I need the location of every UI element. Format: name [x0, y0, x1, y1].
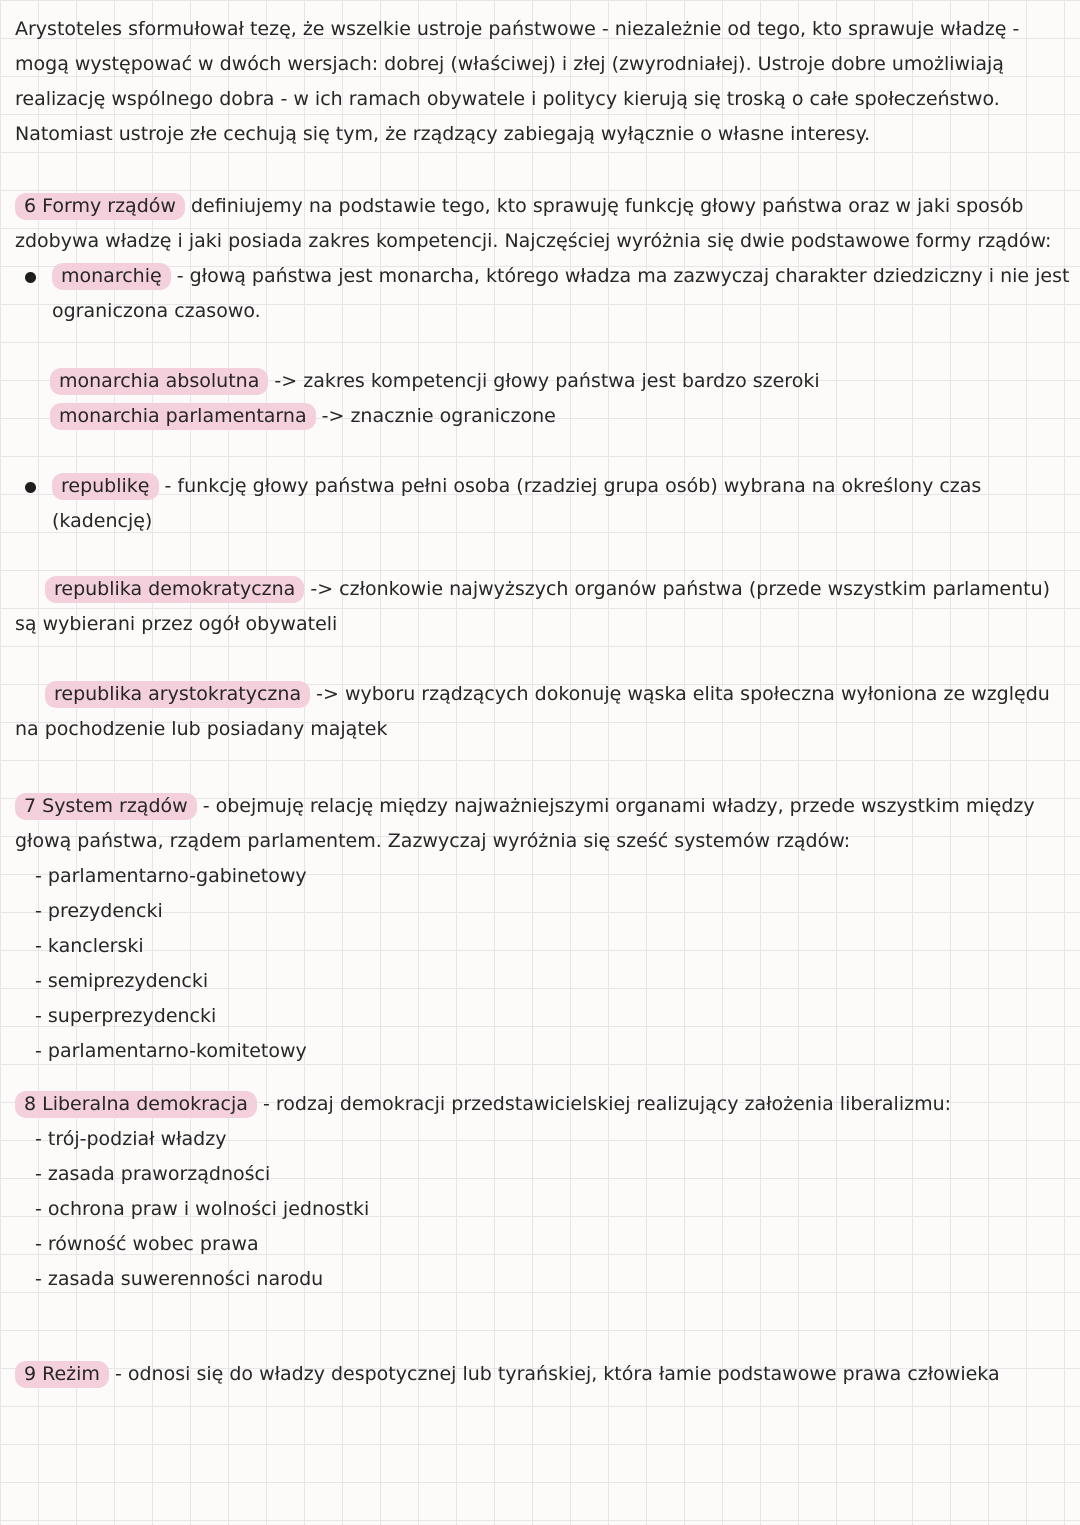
- bullet-icon: [25, 272, 36, 283]
- bullet-text: [52, 469, 1072, 539]
- highlighted-term: republika arystokratyczna: [45, 681, 310, 708]
- note-text: - zasada suwerenności narodu: [35, 1268, 324, 1290]
- list-item-protection-of-rights: [35, 1192, 1072, 1227]
- note-text: -> członkowie najwyższych organów państwa (przede wszystkim parlamentu) są wybierani przez ogół obywateli: [15, 578, 1051, 635]
- note-text: - zasada praworządności: [35, 1163, 271, 1185]
- section-8-liberal-democracy: [15, 1087, 1072, 1122]
- intro-paragraph: [15, 12, 1072, 152]
- note-text: definiujemy na podstawie tego, kto sprawuję funkcję głowy państwa oraz w jaki sposób zdobywa władzę i jaki posiada zakres kompetencji. Najczęściej wyróżnia się dwie podstawowe formy rządów:: [15, 195, 1052, 252]
- note-text: -> zakres kompetencji głowy państwa jest bardzo szeroki: [268, 370, 820, 392]
- list-item-super-presidential: [35, 999, 1072, 1034]
- line-parliamentary-monarchy: [50, 399, 1072, 434]
- note-text: - głową państwa jest monarcha, którego władza ma zazwyczaj charakter dziedziczny i nie jest ograniczona czasowo.: [52, 265, 1070, 322]
- note-text: -> wyboru rządzących dokonuję wąska elita społeczna wyłoniona ze względu na pochodzenie lub posiadany majątek: [15, 683, 1050, 740]
- para-aristocratic-republic: [15, 677, 1072, 747]
- note-text: - trój-podział władzy: [35, 1128, 227, 1150]
- note-text: - odnosi się do władzy despotycznej lub tyrańskiej, która łamie podstawowe prawa człowieka: [108, 1363, 1000, 1385]
- highlighted-term: 6 Formy rządów: [15, 193, 185, 220]
- note-text: - prezydencki: [35, 900, 163, 922]
- section-9-regime: [15, 1357, 1072, 1392]
- bullet-monarchy: [15, 259, 1072, 329]
- list-item-presidential: [35, 894, 1072, 929]
- highlighted-term: monarchia parlamentarna: [50, 403, 316, 430]
- section-6-forms-of-government: [15, 189, 1072, 259]
- highlighted-term: 7 System rządów: [15, 793, 197, 820]
- list-item-equality-before-law: [35, 1227, 1072, 1262]
- list-item-sovereignty-of-nation: [35, 1262, 1072, 1297]
- section-7-system-of-government: [15, 789, 1072, 859]
- note-text: - rodzaj demokracji przedstawicielskiej realizujący założenia liberalizmu:: [256, 1093, 952, 1115]
- note-text: -> znacznie ograniczone: [315, 405, 556, 427]
- highlighted-term: republika demokratyczna: [45, 576, 304, 603]
- list-item-parliamentary-committee: [35, 1034, 1072, 1069]
- note-text: - parlamentarno-komitetowy: [35, 1040, 307, 1062]
- para-democratic-republic: [15, 572, 1072, 642]
- list-item-separation-of-powers: [35, 1122, 1072, 1157]
- note-text: - funkcję głowy państwa pełni osoba (rzadziej grupa osób) wybrana na określony czas (kadencję): [52, 475, 982, 532]
- list-item-rule-of-law: [35, 1157, 1072, 1192]
- note-text: Arystoteles sformułował tezę, że wszelkie ustroje państwowe - niezależnie od tego, kto sprawuje władzę - mogą występować w dwóch wersjach: dobrej (właściwej) i złej (zwyrodniałej). Ustroje dobre umożliwiają realizację wspólnego dobra - w ich ramach obywatele i politycy kierują się troską o całe społeczeństwo. Natomiast ustroje złe cechują się tym, że rządzący zabiegają wyłącznie o własne interesy.: [15, 18, 1020, 145]
- list-item-chancellor: [35, 929, 1072, 964]
- highlighted-term: republikę: [52, 473, 159, 500]
- note-text: - kanclerski: [35, 935, 144, 957]
- line-absolute-monarchy: [50, 364, 1072, 399]
- note-text: - superprezydencki: [35, 1005, 217, 1027]
- highlighted-term: 8 Liberalna demokracja: [15, 1091, 257, 1118]
- highlighted-term: 9 Reżim: [15, 1361, 109, 1388]
- bullet-republic: [15, 469, 1072, 539]
- note-text: - równość wobec prawa: [35, 1233, 259, 1255]
- highlighted-term: monarchię: [52, 263, 171, 290]
- bullet-text: [52, 259, 1072, 329]
- highlighted-term: monarchia absolutna: [50, 368, 268, 395]
- note-text: - semiprezydencki: [35, 970, 209, 992]
- list-item-parliamentary-cabinet: [35, 859, 1072, 894]
- note-text: - obejmuję relację między najważniejszymi organami władzy, przede wszystkim między głową państwa, rządem parlamentem. Zazwyczaj wyróżnia się sześć systemów rządów:: [15, 795, 1035, 852]
- note-text: - parlamentarno-gabinetowy: [35, 865, 307, 887]
- bullet-icon: [25, 482, 36, 493]
- list-item-semi-presidential: [35, 964, 1072, 999]
- note-text: - ochrona praw i wolności jednostki: [35, 1198, 370, 1220]
